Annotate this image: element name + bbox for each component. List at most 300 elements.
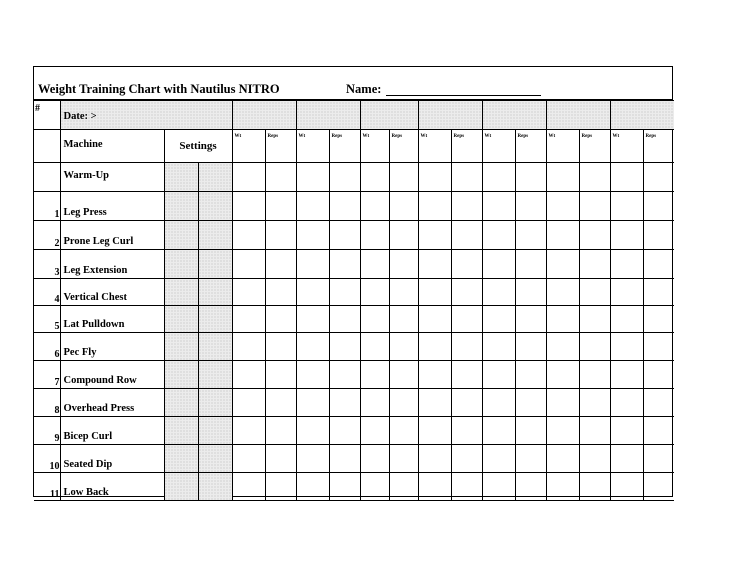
chart-title: Weight Training Chart with Nautilus NITRO: [38, 82, 280, 96]
entry-cell[interactable]: [329, 221, 360, 250]
entry-cell[interactable]: [515, 361, 546, 389]
entry-cell[interactable]: [579, 389, 610, 417]
entry-cell[interactable]: [482, 163, 515, 192]
setting-cell[interactable]: [198, 473, 232, 501]
entry-cell[interactable]: [546, 333, 579, 361]
entry-cell[interactable]: [451, 333, 482, 361]
entry-cell[interactable]: [265, 473, 296, 501]
setting-cell[interactable]: [198, 445, 232, 473]
entry-cell[interactable]: [232, 221, 265, 250]
reps-header-text: Reps: [645, 134, 657, 139]
exercise-name-text: Pec Fly: [63, 347, 97, 358]
wt-header: [232, 130, 265, 163]
entry-cell[interactable]: [265, 250, 296, 279]
setting-cell[interactable]: [164, 221, 198, 250]
entry-cell[interactable]: [265, 163, 296, 192]
setting-cell[interactable]: [198, 389, 232, 417]
wt-header-text: Wt: [234, 134, 242, 139]
session-date-cell[interactable]: [546, 101, 610, 130]
entry-cell[interactable]: [579, 333, 610, 361]
setting-cell[interactable]: [198, 306, 232, 333]
setting-cell[interactable]: [164, 473, 198, 501]
exercise-number: [34, 221, 60, 250]
setting-cell[interactable]: [164, 333, 198, 361]
entry-cell[interactable]: [389, 306, 418, 333]
entry-cell[interactable]: [451, 221, 482, 250]
exercise-number-text: 8: [54, 405, 60, 416]
reps-header: [451, 130, 482, 163]
entry-cell[interactable]: [482, 417, 515, 445]
exercise-name: [60, 417, 164, 445]
exercise-number-text: 4: [54, 294, 60, 305]
exercise-name: [60, 221, 164, 250]
entry-cell[interactable]: [610, 163, 643, 192]
number-header: [34, 130, 60, 163]
entry-cell[interactable]: [579, 361, 610, 389]
entry-cell[interactable]: [643, 306, 674, 333]
entry-cell[interactable]: [579, 417, 610, 445]
wt-header-text: Wt: [484, 134, 492, 139]
entry-cell[interactable]: [418, 192, 451, 221]
exercise-name: [60, 361, 164, 389]
exercise-name-text: Leg Extension: [63, 265, 128, 276]
entry-cell[interactable]: [610, 192, 643, 221]
entry-cell[interactable]: [418, 221, 451, 250]
entry-cell[interactable]: [546, 163, 579, 192]
entry-cell[interactable]: [451, 306, 482, 333]
entry-cell[interactable]: [389, 192, 418, 221]
entry-cell[interactable]: [360, 250, 389, 279]
entry-cell[interactable]: [643, 192, 674, 221]
exercise-row: [34, 279, 674, 306]
entry-cell[interactable]: [643, 361, 674, 389]
exercise-number: [34, 473, 60, 501]
entry-cell[interactable]: [579, 250, 610, 279]
setting-cell[interactable]: [198, 417, 232, 445]
reps-header: [329, 130, 360, 163]
entry-cell[interactable]: [360, 445, 389, 473]
entry-cell[interactable]: [360, 389, 389, 417]
entry-cell[interactable]: [515, 250, 546, 279]
entry-cell[interactable]: [265, 306, 296, 333]
entry-cell[interactable]: [546, 445, 579, 473]
entry-cell[interactable]: [546, 473, 579, 501]
entry-cell[interactable]: [296, 361, 329, 389]
wt-header: [296, 130, 329, 163]
wt-header: [610, 130, 643, 163]
exercise-row: [34, 473, 674, 501]
entry-cell[interactable]: [265, 417, 296, 445]
entry-cell[interactable]: [418, 279, 451, 306]
entry-cell[interactable]: [329, 306, 360, 333]
entry-cell[interactable]: [515, 306, 546, 333]
warmup-label-text: Warm-Up: [63, 169, 109, 181]
entry-cell[interactable]: [451, 279, 482, 306]
reps-header-text: Reps: [453, 134, 465, 139]
entry-cell[interactable]: [232, 445, 265, 473]
entry-cell[interactable]: [232, 417, 265, 445]
entry-cell[interactable]: [389, 221, 418, 250]
entry-cell[interactable]: [296, 250, 329, 279]
name-line-field[interactable]: [386, 95, 541, 96]
exercise-row: [34, 445, 674, 473]
warmup-row: [34, 163, 674, 192]
entry-cell[interactable]: [329, 361, 360, 389]
entry-cell[interactable]: [610, 306, 643, 333]
exercise-name-text: Prone Leg Curl: [63, 236, 134, 247]
hash-header-text: #: [35, 103, 40, 114]
machine-header-text: Machine: [63, 138, 103, 150]
exercise-name-text: Overhead Press: [63, 403, 135, 414]
entry-cell[interactable]: [451, 163, 482, 192]
exercise-name-text: Compound Row: [63, 375, 137, 386]
title-row: [34, 67, 672, 100]
reps-header: [389, 130, 418, 163]
entry-cell[interactable]: [610, 250, 643, 279]
exercise-row: [34, 250, 674, 279]
reps-header: [579, 130, 610, 163]
entry-cell[interactable]: [579, 445, 610, 473]
exercise-number: [34, 417, 60, 445]
entry-cell[interactable]: [482, 279, 515, 306]
entry-cell[interactable]: [265, 389, 296, 417]
session-date-cell[interactable]: [610, 101, 674, 130]
setting-cell[interactable]: [164, 417, 198, 445]
entry-cell[interactable]: [329, 473, 360, 501]
entry-cell[interactable]: [265, 445, 296, 473]
entry-cell[interactable]: [610, 473, 643, 501]
entry-cell[interactable]: [579, 306, 610, 333]
entry-cell[interactable]: [546, 279, 579, 306]
wt-header-text: Wt: [548, 134, 556, 139]
exercise-name: [60, 250, 164, 279]
entry-cell[interactable]: [643, 473, 674, 501]
reps-header-text: Reps: [391, 134, 403, 139]
exercise-row: [34, 361, 674, 389]
entry-cell[interactable]: [360, 163, 389, 192]
entry-cell[interactable]: [360, 473, 389, 501]
entry-cell[interactable]: [389, 333, 418, 361]
entry-cell[interactable]: [329, 333, 360, 361]
exercise-number-text: 6: [54, 349, 60, 360]
entry-cell[interactable]: [360, 306, 389, 333]
entry-cell[interactable]: [515, 163, 546, 192]
entry-cell[interactable]: [389, 445, 418, 473]
entry-cell[interactable]: [296, 417, 329, 445]
entry-cell[interactable]: [610, 333, 643, 361]
entry-cell[interactable]: [482, 221, 515, 250]
wt-header: [360, 130, 389, 163]
session-date-cell[interactable]: [418, 101, 482, 130]
entry-cell[interactable]: [610, 445, 643, 473]
exercise-number: [34, 192, 60, 221]
entry-cell[interactable]: [389, 163, 418, 192]
session-date-cell[interactable]: [482, 101, 546, 130]
entry-cell[interactable]: [579, 279, 610, 306]
exercise-row: [34, 389, 674, 417]
exercise-name: [60, 333, 164, 361]
entry-cell[interactable]: [546, 250, 579, 279]
reps-header: [265, 130, 296, 163]
entry-cell[interactable]: [482, 192, 515, 221]
entry-cell[interactable]: [546, 417, 579, 445]
entry-cell[interactable]: [418, 250, 451, 279]
entry-cell[interactable]: [265, 221, 296, 250]
entry-cell[interactable]: [515, 192, 546, 221]
setting-cell[interactable]: [164, 306, 198, 333]
reps-header-text: Reps: [331, 134, 343, 139]
entry-cell[interactable]: [296, 473, 329, 501]
entry-cell[interactable]: [329, 417, 360, 445]
entry-cell[interactable]: [451, 361, 482, 389]
entry-cell[interactable]: [418, 417, 451, 445]
training-grid: [34, 100, 674, 501]
entry-cell[interactable]: [360, 279, 389, 306]
entry-cell[interactable]: [451, 445, 482, 473]
exercise-number: [34, 306, 60, 333]
entry-cell[interactable]: [482, 250, 515, 279]
entry-cell[interactable]: [296, 389, 329, 417]
entry-cell[interactable]: [482, 333, 515, 361]
entry-cell[interactable]: [515, 473, 546, 501]
exercise-number-text: 7: [54, 377, 60, 388]
entry-cell[interactable]: [232, 163, 265, 192]
entry-cell[interactable]: [296, 192, 329, 221]
entry-cell[interactable]: [643, 333, 674, 361]
entry-cell[interactable]: [389, 473, 418, 501]
entry-cell[interactable]: [482, 445, 515, 473]
column-header-row: [34, 130, 674, 163]
entry-cell[interactable]: [329, 279, 360, 306]
entry-cell[interactable]: [482, 389, 515, 417]
exercise-number: [34, 250, 60, 279]
setting-cell[interactable]: [198, 361, 232, 389]
date-header-text: Date: >: [63, 110, 97, 122]
entry-cell[interactable]: [265, 333, 296, 361]
exercise-name: [60, 473, 164, 501]
entry-cell[interactable]: [389, 417, 418, 445]
entry-cell[interactable]: [643, 389, 674, 417]
entry-cell[interactable]: [329, 250, 360, 279]
entry-cell[interactable]: [579, 473, 610, 501]
exercise-number-text: 9: [54, 433, 60, 444]
session-date-cell[interactable]: [232, 101, 296, 130]
entry-cell[interactable]: [643, 163, 674, 192]
entry-cell[interactable]: [360, 417, 389, 445]
exercise-name: [60, 306, 164, 333]
date-row: [34, 101, 674, 130]
entry-cell[interactable]: [451, 192, 482, 221]
entry-cell[interactable]: [546, 306, 579, 333]
exercise-number: [34, 389, 60, 417]
entry-cell[interactable]: [579, 163, 610, 192]
exercise-name: [60, 192, 164, 221]
entry-cell[interactable]: [482, 361, 515, 389]
entry-cell[interactable]: [389, 361, 418, 389]
entry-cell[interactable]: [296, 163, 329, 192]
entry-cell[interactable]: [232, 306, 265, 333]
settings-header-text: Settings: [179, 140, 217, 152]
entry-cell[interactable]: [296, 445, 329, 473]
entry-cell[interactable]: [418, 163, 451, 192]
entry-cell[interactable]: [515, 445, 546, 473]
date-header: [60, 101, 232, 130]
entry-cell[interactable]: [451, 250, 482, 279]
entry-cell[interactable]: [360, 361, 389, 389]
wt-header-text: Wt: [420, 134, 428, 139]
entry-cell[interactable]: [610, 417, 643, 445]
entry-cell[interactable]: [265, 192, 296, 221]
exercise-row: [34, 306, 674, 333]
entry-cell[interactable]: [482, 306, 515, 333]
wt-header: [418, 130, 451, 163]
exercise-number: [34, 445, 60, 473]
reps-header-text: Reps: [517, 134, 529, 139]
exercise-name: [60, 279, 164, 306]
entry-cell[interactable]: [418, 306, 451, 333]
exercise-name-text: Bicep Curl: [63, 431, 113, 442]
entry-cell[interactable]: [232, 333, 265, 361]
warmup-number: [34, 163, 60, 192]
exercise-row: [34, 417, 674, 445]
hash-header: [34, 101, 60, 130]
setting-cell[interactable]: [198, 333, 232, 361]
setting-cell[interactable]: [164, 361, 198, 389]
entry-cell[interactable]: [515, 279, 546, 306]
entry-cell[interactable]: [265, 361, 296, 389]
exercise-number-text: 5: [54, 321, 60, 332]
entry-cell[interactable]: [515, 221, 546, 250]
exercise-number-text: 11: [50, 489, 60, 500]
wt-header: [546, 130, 579, 163]
entry-cell[interactable]: [389, 389, 418, 417]
warmup-label: [60, 163, 164, 192]
entry-cell[interactable]: [329, 389, 360, 417]
exercise-number: [34, 361, 60, 389]
entry-cell[interactable]: [296, 221, 329, 250]
entry-cell[interactable]: [296, 333, 329, 361]
setting-cell[interactable]: [164, 389, 198, 417]
entry-cell[interactable]: [546, 361, 579, 389]
entry-cell[interactable]: [329, 445, 360, 473]
entry-cell[interactable]: [418, 445, 451, 473]
training-chart-sheet: [33, 66, 673, 500]
exercise-number: [34, 333, 60, 361]
entry-cell[interactable]: [232, 389, 265, 417]
exercise-row: [34, 333, 674, 361]
setting-cell[interactable]: [198, 163, 232, 192]
entry-cell[interactable]: [418, 333, 451, 361]
setting-cell[interactable]: [164, 250, 198, 279]
entry-cell[interactable]: [610, 279, 643, 306]
entry-cell[interactable]: [418, 389, 451, 417]
entry-cell[interactable]: [232, 473, 265, 501]
setting-cell[interactable]: [198, 279, 232, 306]
exercise-name-text: Vertical Chest: [63, 292, 127, 303]
machine-header: [60, 130, 164, 163]
entry-cell[interactable]: [389, 250, 418, 279]
entry-cell[interactable]: [643, 250, 674, 279]
entry-cell[interactable]: [579, 192, 610, 221]
entry-cell[interactable]: [232, 192, 265, 221]
exercise-number-text: 2: [54, 238, 60, 249]
entry-cell[interactable]: [360, 333, 389, 361]
settings-header: [164, 130, 232, 163]
entry-cell[interactable]: [546, 192, 579, 221]
setting-cell[interactable]: [164, 279, 198, 306]
entry-cell[interactable]: [451, 389, 482, 417]
wt-header-text: Wt: [298, 134, 306, 139]
entry-cell[interactable]: [610, 221, 643, 250]
exercise-name: [60, 389, 164, 417]
exercise-number-text: 3: [54, 267, 60, 278]
entry-cell[interactable]: [360, 192, 389, 221]
entry-cell[interactable]: [360, 221, 389, 250]
entry-cell[interactable]: [232, 361, 265, 389]
name-label: Name:: [346, 82, 382, 96]
entry-cell[interactable]: [296, 279, 329, 306]
setting-cell[interactable]: [164, 445, 198, 473]
setting-cell[interactable]: [198, 221, 232, 250]
entry-cell[interactable]: [418, 361, 451, 389]
exercise-number-text: 10: [49, 461, 60, 472]
entry-cell[interactable]: [515, 389, 546, 417]
session-date-cell[interactable]: [360, 101, 418, 130]
exercise-name-text: Seated Dip: [63, 459, 113, 470]
exercise-number-text: 1: [54, 209, 60, 220]
entry-cell[interactable]: [610, 361, 643, 389]
exercise-number: [34, 279, 60, 306]
entry-cell[interactable]: [482, 473, 515, 501]
setting-cell[interactable]: [164, 192, 198, 221]
reps-header-text: Reps: [267, 134, 279, 139]
entry-cell[interactable]: [610, 389, 643, 417]
setting-cell[interactable]: [198, 192, 232, 221]
entry-cell[interactable]: [643, 279, 674, 306]
entry-cell[interactable]: [546, 389, 579, 417]
entry-cell[interactable]: [329, 192, 360, 221]
entry-cell[interactable]: [546, 221, 579, 250]
setting-cell[interactable]: [164, 163, 198, 192]
wt-header-text: Wt: [362, 134, 370, 139]
entry-cell[interactable]: [515, 333, 546, 361]
exercise-name-text: Leg Press: [63, 207, 107, 218]
entry-cell[interactable]: [232, 279, 265, 306]
exercise-name-text: Low Back: [63, 487, 109, 498]
entry-cell[interactable]: [643, 445, 674, 473]
wt-header: [482, 130, 515, 163]
entry-cell[interactable]: [418, 473, 451, 501]
entry-cell[interactable]: [579, 221, 610, 250]
entry-cell[interactable]: [329, 163, 360, 192]
reps-header-text: Reps: [581, 134, 593, 139]
entry-cell[interactable]: [515, 417, 546, 445]
setting-cell[interactable]: [198, 250, 232, 279]
wt-header-text: Wt: [612, 134, 620, 139]
entry-cell[interactable]: [643, 221, 674, 250]
exercise-row: [34, 221, 674, 250]
entry-cell[interactable]: [296, 306, 329, 333]
entry-cell[interactable]: [232, 250, 265, 279]
session-date-cell[interactable]: [296, 101, 360, 130]
entry-cell[interactable]: [389, 279, 418, 306]
entry-cell[interactable]: [265, 279, 296, 306]
exercise-row: [34, 192, 674, 221]
entry-cell[interactable]: [451, 417, 482, 445]
entry-cell[interactable]: [451, 473, 482, 501]
exercise-name: [60, 445, 164, 473]
entry-cell[interactable]: [643, 417, 674, 445]
